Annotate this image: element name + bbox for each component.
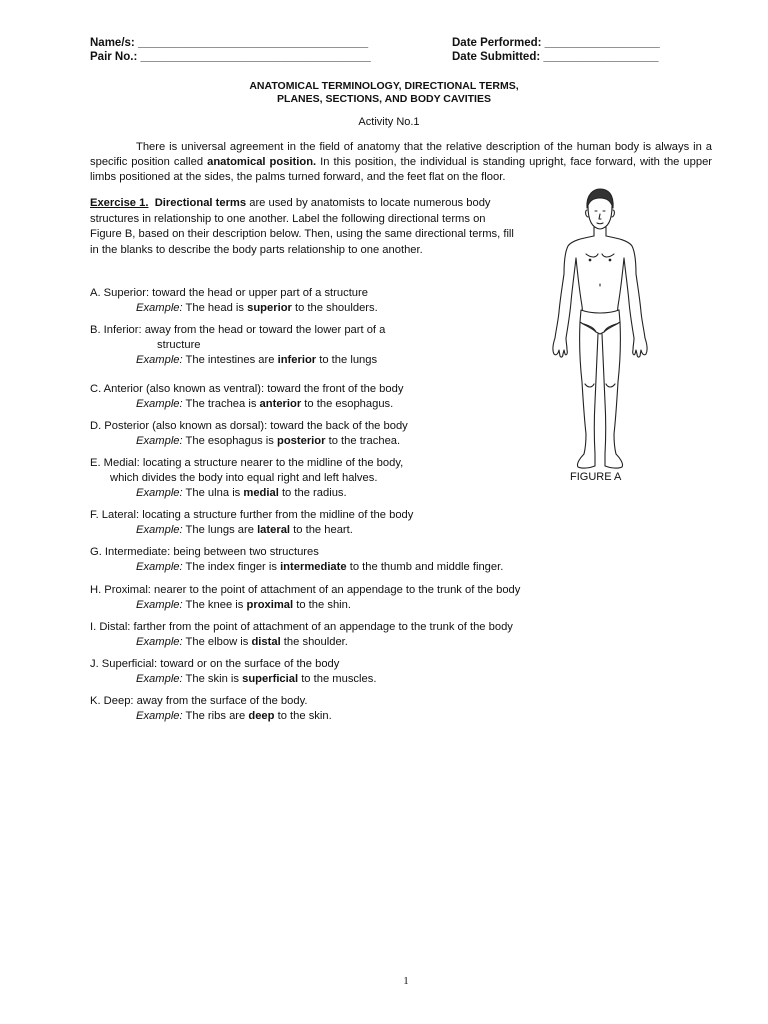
pair-field <box>90 51 371 63</box>
example-text: The lungs are <box>182 524 258 537</box>
term-j <box>90 657 376 687</box>
term-i <box>90 620 513 650</box>
page-number: 1 <box>403 975 409 987</box>
example-bold: superior <box>247 302 292 315</box>
term-h-definition: H. Proximal: nearer to the point of attachment of an appendage to the trunk of the body <box>90 584 521 596</box>
example-label: Example: <box>136 302 183 315</box>
exercise-paragraph <box>90 196 520 258</box>
example-text: to the lungs <box>316 354 378 367</box>
term-j-example <box>90 672 376 687</box>
example-label: Example: <box>136 636 183 649</box>
figure-caption: FIGURE A <box>570 471 622 483</box>
term-j-definition: J. Superficial: toward or on the surface of the body <box>90 658 340 670</box>
example-bold: deep <box>248 710 275 723</box>
term-g-example <box>90 560 503 575</box>
term-k <box>90 694 332 724</box>
term-b-definition: B. Inferior: away from the head or toward the lower part of a <box>90 324 386 336</box>
names-blank: ____________________________________ <box>137 37 369 49</box>
title-line-2: PLANES, SECTIONS, AND BODY CAVITIES <box>277 93 491 105</box>
pair-blank: ____________________________________ <box>140 51 371 63</box>
example-text: to the skin. <box>274 710 332 723</box>
term-k-example <box>90 709 332 724</box>
term-a-example <box>90 301 378 316</box>
term-b <box>90 323 385 369</box>
example-bold: proximal <box>246 599 294 612</box>
example-text: to the muscles. <box>298 673 377 686</box>
example-text: the shoulder. <box>280 636 348 649</box>
term-b-definition-cont: structure <box>157 339 201 352</box>
exercise-text: are used by anatomists to locate numerous body structures in relationship to one another. Label the following directional terms on Figure B, based on their description below. Then, using the same directional terms, fill in the blanks to describe the body parts relationship to one another. <box>90 197 514 256</box>
term-i-example <box>90 635 513 650</box>
example-bold: superficial <box>242 673 299 686</box>
date-submitted-blank: __________________ <box>543 51 659 63</box>
example-text: The esophagus is <box>182 435 277 448</box>
term-a <box>90 286 378 316</box>
term-d-definition: D. Posterior (also known as dorsal): toward the back of the body <box>90 420 408 432</box>
activity-number: Activity No.1 <box>358 116 420 128</box>
example-bold: lateral <box>257 524 291 537</box>
example-label: Example: <box>136 435 183 448</box>
term-b-example <box>90 353 385 368</box>
term-f <box>90 508 413 538</box>
example-label: Example: <box>136 354 183 367</box>
exercise-bold-term: Directional terms <box>154 197 247 209</box>
example-label: Example: <box>136 487 183 500</box>
term-g <box>90 545 503 575</box>
example-text: The elbow is <box>182 636 252 649</box>
example-text: The trachea is <box>182 398 260 411</box>
example-bold: anterior <box>259 398 302 411</box>
term-k-definition: K. Deep: away from the surface of the body. <box>90 695 308 707</box>
example-text: The head is <box>182 302 248 315</box>
term-a-definition: A. Superior: toward the head or upper part of a structure <box>90 287 368 299</box>
title-line-1: ANATOMICAL TERMINOLOGY, DIRECTIONAL TERMS, <box>249 80 519 92</box>
term-c-definition: C. Anterior (also known as ventral): toward the front of the body <box>90 383 404 395</box>
date-performed-label: Date Performed: <box>452 37 542 49</box>
example-label: Example: <box>136 398 183 411</box>
term-f-definition: F. Lateral: locating a structure further from the midline of the body <box>90 509 414 521</box>
intro-text-1: There is universal agreement in the field of anatomy that the relative description of the human body is always in a specific position called <box>90 141 712 169</box>
example-text: to the shoulders. <box>291 302 378 315</box>
example-text: to the heart. <box>290 524 353 537</box>
term-f-example <box>90 523 413 538</box>
example-label: Example: <box>136 673 183 686</box>
example-bold: distal <box>251 636 281 649</box>
example-label: Example: <box>136 710 183 723</box>
example-label: Example: <box>136 524 183 537</box>
term-e-definition-cont: which divides the body into equal right and left halves. <box>110 472 378 485</box>
intro-paragraph <box>90 140 712 186</box>
example-bold: inferior <box>277 354 317 367</box>
date-submitted-label: Date Submitted: <box>452 51 541 63</box>
example-text: to the esophagus. <box>301 398 394 411</box>
example-text: to the trachea. <box>325 435 401 448</box>
term-d <box>90 419 408 449</box>
example-text: The skin is <box>182 673 243 686</box>
example-text: The intestines are <box>182 354 278 367</box>
term-c <box>90 382 403 412</box>
example-bold: intermediate <box>280 561 347 574</box>
term-c-example <box>90 397 403 412</box>
human-body-figure <box>534 188 664 470</box>
term-g-definition: G. Intermediate: being between two structures <box>90 546 319 558</box>
term-e-example <box>90 486 403 501</box>
date-performed-field <box>452 37 660 49</box>
example-bold: medial <box>243 487 279 500</box>
example-text: The index finger is <box>182 561 281 574</box>
example-label: Example: <box>136 599 183 612</box>
example-text: The ulna is <box>182 487 244 500</box>
example-text: The knee is <box>182 599 247 612</box>
exercise-label: Exercise 1. <box>90 197 149 209</box>
term-e <box>90 456 403 502</box>
names-field <box>90 37 368 49</box>
example-label: Example: <box>136 561 183 574</box>
example-bold: posterior <box>276 435 326 448</box>
date-performed-blank: __________________ <box>544 37 660 49</box>
intro-text-2: In this position, the individual is standing upright, face forward, with the upper limbs positioned at the sides, the palms turned forward, and the feet flat on the floor. <box>90 156 713 184</box>
pair-label: Pair No.: <box>90 51 138 63</box>
term-i-definition: I. Distal: farther from the point of attachment of an appendage to the trunk of the body <box>90 621 513 633</box>
term-h <box>90 583 520 613</box>
term-d-example <box>90 434 408 449</box>
names-label: Name/s: <box>90 37 135 49</box>
example-text: to the radius. <box>278 487 347 500</box>
example-text: The ribs are <box>182 710 249 723</box>
intro-bold-term: anatomical position. <box>207 156 317 169</box>
example-text: to the thumb and middle finger. <box>346 561 504 574</box>
date-submitted-field <box>452 51 659 63</box>
example-text: to the shin. <box>293 599 351 612</box>
term-e-definition: E. Medial: locating a structure nearer to the midline of the body, <box>90 457 404 469</box>
term-h-example <box>90 598 520 613</box>
